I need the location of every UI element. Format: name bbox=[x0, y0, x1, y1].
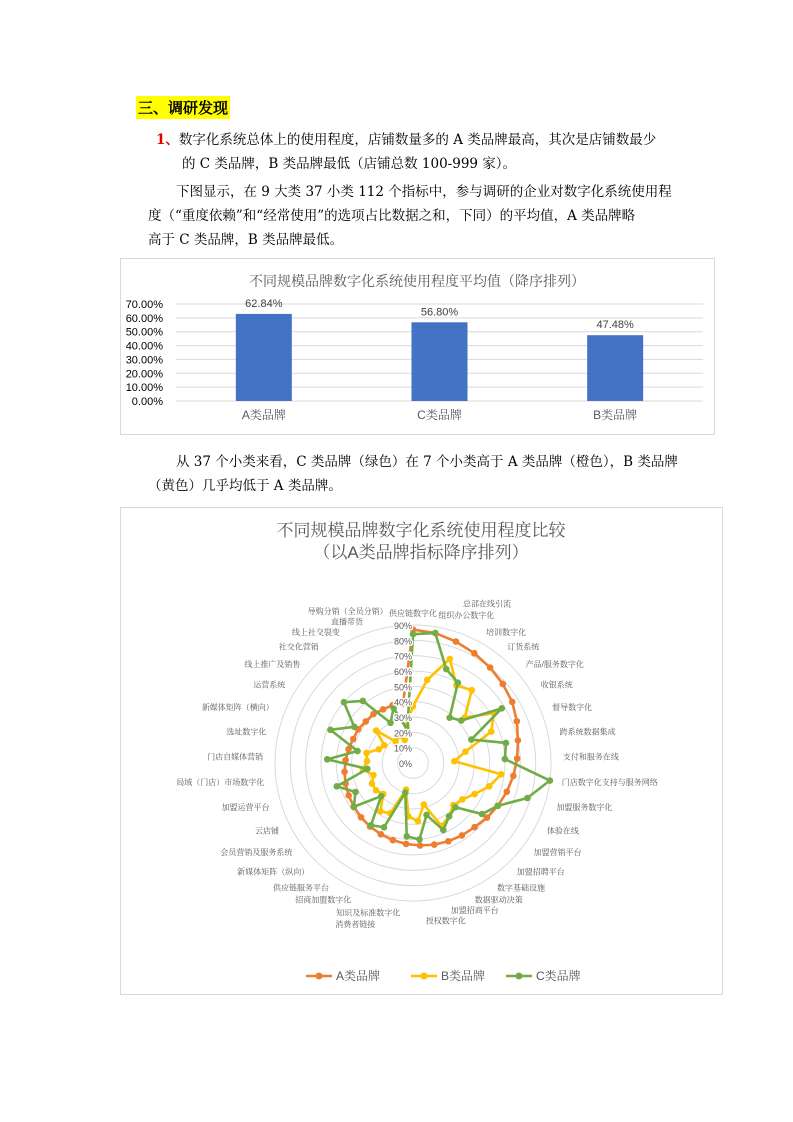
finding-line-1: 数字化系统总体上的使用程度，店铺数量多的 A 类品牌最高，其次是店铺数最少 bbox=[178, 132, 657, 148]
data-point bbox=[387, 720, 394, 727]
data-point bbox=[390, 837, 397, 844]
data-point bbox=[499, 681, 506, 688]
data-point bbox=[370, 772, 377, 779]
category-label: 体验在线 bbox=[546, 826, 579, 836]
data-point bbox=[368, 822, 375, 829]
data-point bbox=[509, 699, 516, 706]
data-point bbox=[514, 755, 521, 762]
category-label: 选址数字化 bbox=[226, 727, 267, 737]
r-tick-label: 80% bbox=[393, 636, 412, 647]
data-point bbox=[547, 777, 554, 784]
data-point bbox=[514, 718, 521, 725]
data-point bbox=[446, 813, 453, 820]
category-label: 门店数字化支持与服务网络 bbox=[561, 778, 658, 788]
data-point bbox=[424, 677, 431, 684]
data-point bbox=[524, 795, 531, 802]
data-point bbox=[471, 650, 478, 657]
data-point bbox=[510, 773, 517, 780]
legend-label: B类品牌 bbox=[441, 969, 486, 983]
r-tick-label: 40% bbox=[393, 697, 412, 708]
data-point bbox=[402, 789, 409, 796]
data-point bbox=[350, 736, 357, 743]
data-point bbox=[459, 796, 466, 803]
data-point bbox=[431, 841, 438, 848]
radar-ring bbox=[275, 625, 551, 901]
data-point bbox=[378, 793, 385, 800]
data-point bbox=[381, 742, 388, 749]
data-point bbox=[373, 787, 380, 794]
data-point bbox=[432, 630, 439, 637]
data-point bbox=[377, 808, 384, 815]
section-title: 三、调研发现 bbox=[136, 96, 230, 119]
data-point bbox=[471, 791, 478, 798]
category-label: 门店自媒体营销 bbox=[207, 752, 264, 762]
radar-chart-subtitle: （以A类品牌指标降序排列） bbox=[313, 543, 529, 562]
y-tick-label: 0.00% bbox=[131, 396, 163, 408]
category-label: 数据驱动决策 bbox=[474, 895, 523, 905]
category-label: 招商加盟数字化 bbox=[295, 895, 352, 905]
data-point bbox=[403, 833, 410, 840]
data-point bbox=[451, 758, 458, 765]
data-point bbox=[487, 664, 494, 671]
legend-marker bbox=[316, 973, 323, 980]
legend-label: A类品牌 bbox=[336, 969, 381, 983]
bar-2 bbox=[587, 335, 643, 401]
data-point bbox=[352, 789, 359, 796]
data-point bbox=[363, 718, 370, 725]
category-label: 供应链数字化 bbox=[389, 609, 437, 618]
data-point bbox=[486, 783, 493, 790]
data-point bbox=[377, 831, 384, 838]
category-label: 加盟运营平台 bbox=[221, 802, 270, 812]
category-label: 消费者链接 bbox=[335, 920, 376, 930]
legend-marker bbox=[516, 973, 523, 980]
data-label: 62.84% bbox=[245, 297, 283, 310]
category-label: 线上推广及销售 bbox=[244, 659, 301, 669]
data-point bbox=[417, 842, 424, 849]
data-point bbox=[453, 638, 460, 645]
data-point bbox=[458, 717, 465, 724]
radar-chart bbox=[120, 507, 723, 995]
category-label: 督导数字化 bbox=[552, 703, 593, 713]
r-tick-label: 70% bbox=[393, 651, 412, 662]
data-point bbox=[380, 706, 387, 713]
category-label: 加盟招聘平台 bbox=[516, 867, 565, 877]
data-point bbox=[354, 748, 361, 755]
x-tick-label: C类品牌 bbox=[417, 408, 462, 422]
finding-number: 1、 bbox=[156, 132, 179, 148]
data-point bbox=[446, 656, 453, 663]
category-label: 新媒体矩阵（纵向） bbox=[237, 867, 310, 877]
data-label: 56.80% bbox=[420, 306, 459, 319]
y-tick-label: 50.00% bbox=[125, 326, 163, 339]
y-tick-label: 20.00% bbox=[125, 368, 163, 381]
category-label: 跨系统数据集成 bbox=[559, 727, 616, 737]
bar-chart bbox=[120, 258, 715, 435]
category-label: 云店铺 bbox=[255, 826, 280, 836]
data-point bbox=[443, 666, 450, 673]
para2-line2: （黄色）几乎均低于 A 类品牌。 bbox=[148, 478, 342, 494]
data-point bbox=[468, 687, 475, 694]
x-tick-label: A类品牌 bbox=[241, 408, 286, 422]
y-tick-label: 60.00% bbox=[125, 312, 163, 325]
data-point bbox=[324, 756, 331, 763]
data-point bbox=[498, 771, 505, 778]
data-point bbox=[333, 783, 340, 790]
r-tick-label: 0% bbox=[398, 759, 412, 769]
category-label: 组织办公数字化 bbox=[438, 611, 495, 621]
r-tick-label: 50% bbox=[393, 682, 412, 693]
data-point bbox=[345, 792, 352, 799]
category-label: 线上社交裂变 bbox=[291, 628, 340, 638]
category-label: 总部在线引流 bbox=[462, 599, 511, 609]
r-tick-label: 20% bbox=[393, 728, 412, 739]
data-point bbox=[503, 740, 510, 747]
data-point bbox=[471, 824, 478, 831]
data-point bbox=[363, 750, 370, 757]
category-label: 加盟招商平台 bbox=[450, 906, 499, 916]
data-point bbox=[455, 679, 462, 686]
data-point bbox=[452, 804, 459, 811]
para2-line1: 从 37 个小类来看，C 类品牌（绿色）在 7 个小类高于 A 类品牌（橙色），B 类品牌 bbox=[176, 454, 678, 470]
y-tick-label: 30.00% bbox=[125, 354, 163, 367]
bar-chart-svg bbox=[121, 259, 714, 434]
category-label: 授权数字化 bbox=[425, 916, 466, 926]
category-label: 产品/服务数字化 bbox=[525, 659, 584, 669]
data-point bbox=[403, 841, 410, 848]
data-point bbox=[445, 838, 452, 845]
data-point bbox=[376, 746, 383, 753]
bar-chart-title: 不同规模品牌数字化系统使用程度平均值（降序排列） bbox=[249, 273, 585, 289]
bar-1 bbox=[412, 322, 468, 401]
category-label: 会员营销及服务系统 bbox=[220, 848, 293, 858]
data-point bbox=[515, 737, 522, 744]
y-tick-label: 10.00% bbox=[125, 382, 163, 395]
data-point bbox=[502, 756, 509, 763]
category-label: 数字基础设施 bbox=[496, 883, 545, 893]
data-point bbox=[421, 801, 428, 808]
data-point bbox=[498, 705, 505, 712]
category-label: 局域（门店）市场数字化 bbox=[176, 778, 265, 788]
bar-0 bbox=[236, 314, 292, 401]
y-tick-label: 70.00% bbox=[125, 299, 163, 311]
data-point bbox=[364, 758, 371, 765]
r-tick-label: 90% bbox=[393, 621, 412, 631]
category-label: 加盟服务数字化 bbox=[556, 802, 613, 812]
category-label: 运营系统 bbox=[253, 680, 286, 690]
category-label: 供应链服务平台 bbox=[273, 883, 330, 893]
data-point bbox=[341, 699, 348, 706]
category-label: 知识及标准数字化 bbox=[336, 908, 401, 918]
category-label: 加盟营销平台 bbox=[533, 848, 582, 858]
data-point bbox=[423, 812, 430, 819]
data-point bbox=[360, 698, 367, 705]
data-point bbox=[369, 780, 376, 787]
category-label: 培训数字化 bbox=[486, 628, 527, 638]
data-point bbox=[341, 768, 348, 775]
data-point bbox=[416, 836, 423, 843]
radar-chart-title: 不同规模品牌数字化系统使用程度比较 bbox=[276, 521, 566, 540]
legend-marker bbox=[421, 973, 428, 980]
para1-line3: 高于 C 类品牌，B 类品牌最低。 bbox=[148, 232, 344, 248]
category-label: 支付和服务在线 bbox=[562, 752, 619, 762]
category-label: 导购分销（全员分销） bbox=[307, 607, 388, 617]
data-point bbox=[495, 802, 502, 809]
r-tick-label: 60% bbox=[393, 667, 412, 677]
category-label: 直播带货 bbox=[331, 617, 364, 627]
category-label: 新媒体矩阵（横向） bbox=[201, 703, 274, 713]
data-point bbox=[504, 788, 511, 795]
radar-ring bbox=[382, 732, 443, 793]
category-label: 订货系统 bbox=[507, 642, 540, 652]
r-tick-label: 30% bbox=[393, 713, 412, 723]
data-point bbox=[358, 814, 365, 821]
data-point bbox=[381, 824, 388, 831]
y-tick-label: 40.00% bbox=[125, 340, 163, 353]
radar-chart-svg bbox=[121, 508, 722, 994]
data-point bbox=[415, 818, 422, 825]
legend-label: C类品牌 bbox=[536, 969, 581, 983]
data-point bbox=[479, 811, 486, 818]
para1-line2: 度（“重度依赖”和“经常使用”的选项占比数据之和，下同）的平均值，A 类品牌略 bbox=[148, 208, 636, 224]
data-point bbox=[373, 727, 380, 734]
data-point bbox=[488, 728, 495, 735]
data-point bbox=[351, 803, 358, 810]
data-label: 47.48% bbox=[596, 319, 634, 332]
x-tick-label: B类品牌 bbox=[593, 408, 638, 422]
data-point bbox=[351, 724, 358, 731]
data-point bbox=[327, 727, 334, 734]
data-point bbox=[468, 736, 475, 743]
finding-line-2: 的 C 类品牌，B 类品牌最低（店铺总数 100-999 家）。 bbox=[182, 156, 517, 172]
data-point bbox=[459, 832, 466, 839]
para1-line1: 下图显示，在 9 大类 37 小类 112 个指标中，参与调研的企业对数字化系统使用程 bbox=[176, 184, 672, 200]
data-point bbox=[364, 766, 371, 773]
data-point bbox=[446, 714, 453, 721]
finding-1 bbox=[156, 128, 656, 152]
r-tick-label: 10% bbox=[393, 743, 412, 754]
data-point bbox=[462, 748, 469, 755]
data-point bbox=[440, 827, 447, 834]
category-label: 收银系统 bbox=[540, 680, 573, 690]
category-label: 社交化营销 bbox=[278, 642, 319, 652]
